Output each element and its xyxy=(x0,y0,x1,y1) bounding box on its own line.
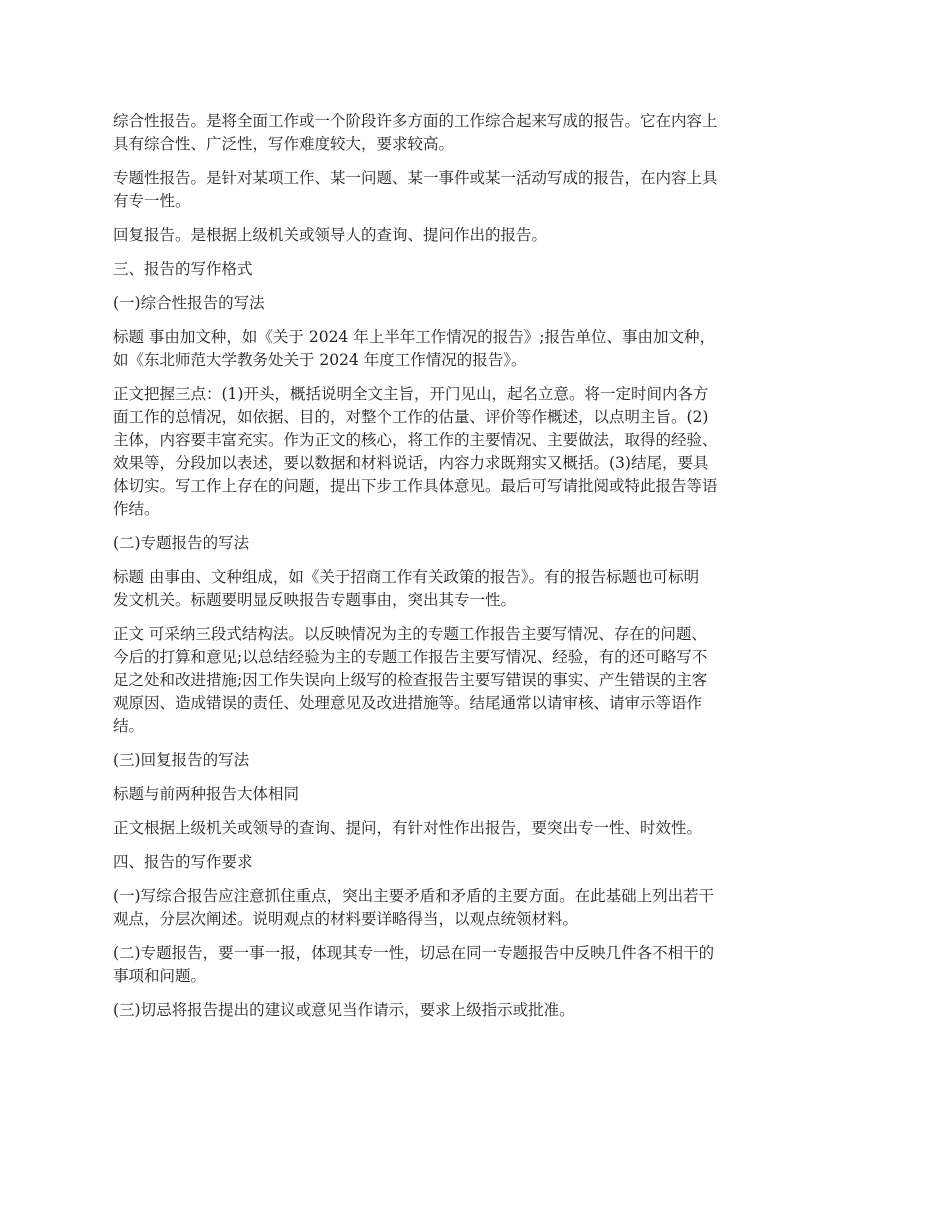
paragraph-reply-report xyxy=(113,224,839,247)
paragraph-special-report xyxy=(113,167,839,213)
text-line: 体切实。写工作上存在的问题，提出下步工作具体意见。最后可写请批阅或特此报告等语 xyxy=(113,477,718,495)
paragraph-reply-body xyxy=(113,817,839,840)
text-line: (二)专题报告，要一事一报，体现其专一性，切忌在同一专题报告中反映几件各不相干的 xyxy=(113,944,715,962)
text-line: 观原因、造成错误的责任、处理意见及改进措施等。结尾通常以请审核、请审示等语作 xyxy=(113,694,703,712)
paragraph-reply-title xyxy=(113,783,839,806)
text-line: (二)专题报告的写法 xyxy=(113,534,250,552)
text-line: 事项和问题。 xyxy=(113,967,207,985)
text-line: 具有综合性、广泛性，写作难度较大，要求较高。 xyxy=(113,135,455,153)
paragraph-special-body xyxy=(113,623,839,738)
section-heading-writing-requirements xyxy=(113,851,839,874)
paragraph-requirement-1 xyxy=(113,885,839,931)
text-line: 今后的打算和意见;以总结经验为主的专题工作报告主要写情况、经验，有的还可略写不 xyxy=(113,648,708,666)
text-line: 足之处和改进措施;因工作失误向上级写的检查报告主要写错误的事实、产生错误的主客 xyxy=(113,671,708,689)
paragraph-comprehensive-body xyxy=(113,383,839,521)
paragraph-comprehensive-title xyxy=(113,326,839,372)
text-line: 有专一性。 xyxy=(113,192,191,210)
text-line: 结。 xyxy=(113,717,145,735)
paragraph-requirement-2 xyxy=(113,942,839,988)
text-line: 作结。 xyxy=(113,500,160,518)
text-line: (一)写综合报告应注意抓住重点，突出主要矛盾和矛盾的主要方面。在此基础上列出若干 xyxy=(113,887,715,905)
text-line: 正文 可采纳三段式结构法。以反映情况为主的专题工作报告主要写情况、存在的问题、 xyxy=(113,625,707,643)
subheading-comprehensive-method xyxy=(113,292,839,315)
text-line: 面工作的总情况，如依据、目的，对整个工作的估量、评价等作概述，以点明主旨。(2) xyxy=(113,408,709,426)
text-line: (三)回复报告的写法 xyxy=(113,751,250,769)
text-line: 发文机关。标题要明显反映报告专题事由，突出其专一性。 xyxy=(113,591,517,609)
document-body xyxy=(113,110,839,1033)
text-line: 标题与前两种报告大体相同 xyxy=(113,785,300,803)
text-line: 主体，内容要丰富充实。作为正文的核心，将工作的主要情况、主要做法，取得的经验、 xyxy=(113,431,718,449)
text-line: 观点，分层次阐述。说明观点的材料要详略得当，以观点统领材料。 xyxy=(113,910,579,928)
text-line: (三)切忌将报告提出的建议或意见当作请示，要求上级指示或批准。 xyxy=(113,1001,575,1019)
subheading-reply-method xyxy=(113,749,839,772)
text-line: 效果等，分段加以表述，要以数据和材料说话，内容力求既翔实又概括。(3)结尾，要具 xyxy=(113,454,709,472)
text-line: 标题 事由加文种，如《关于 2024 年上半年工作情况的报告》;报告单位、事由加文种， xyxy=(113,328,715,346)
text-line: 回复报告。是根据上级机关或领导人的查询、提问作出的报告。 xyxy=(113,226,548,244)
paragraph-requirement-3 xyxy=(113,999,839,1022)
subheading-special-method xyxy=(113,532,839,555)
text-line: 正文把握三点：(1)开头，概括说明全文主旨，开门见山，起名立意。将一定时间内各方 xyxy=(113,385,709,403)
text-line: 标题 由事由、文种组成，如《关于招商工作有关政策的报告》。有的报告标题也可标明 xyxy=(113,568,700,586)
text-line: 专题性报告。是针对某项工作、某一问题、某一事件或某一活动写成的报告，在内容上具 xyxy=(113,169,718,187)
text-line: 四、报告的写作要求 xyxy=(113,853,253,871)
text-line: 正文根据上级机关或领导的查询、提问，有针对性作出报告，要突出专一性、时效性。 xyxy=(113,819,703,837)
paragraph-comprehensive-report xyxy=(113,110,839,156)
section-heading-writing-format xyxy=(113,258,839,281)
text-line: 综合性报告。是将全面工作或一个阶段许多方面的工作综合起来写成的报告。它在内容上 xyxy=(113,112,718,130)
text-line: (一)综合性报告的写法 xyxy=(113,294,265,312)
text-line: 如《东北师范大学教务处关于 2024 年度工作情况的报告》。 xyxy=(113,351,527,369)
text-line: 三、报告的写作格式 xyxy=(113,260,253,278)
paragraph-special-title xyxy=(113,566,839,612)
